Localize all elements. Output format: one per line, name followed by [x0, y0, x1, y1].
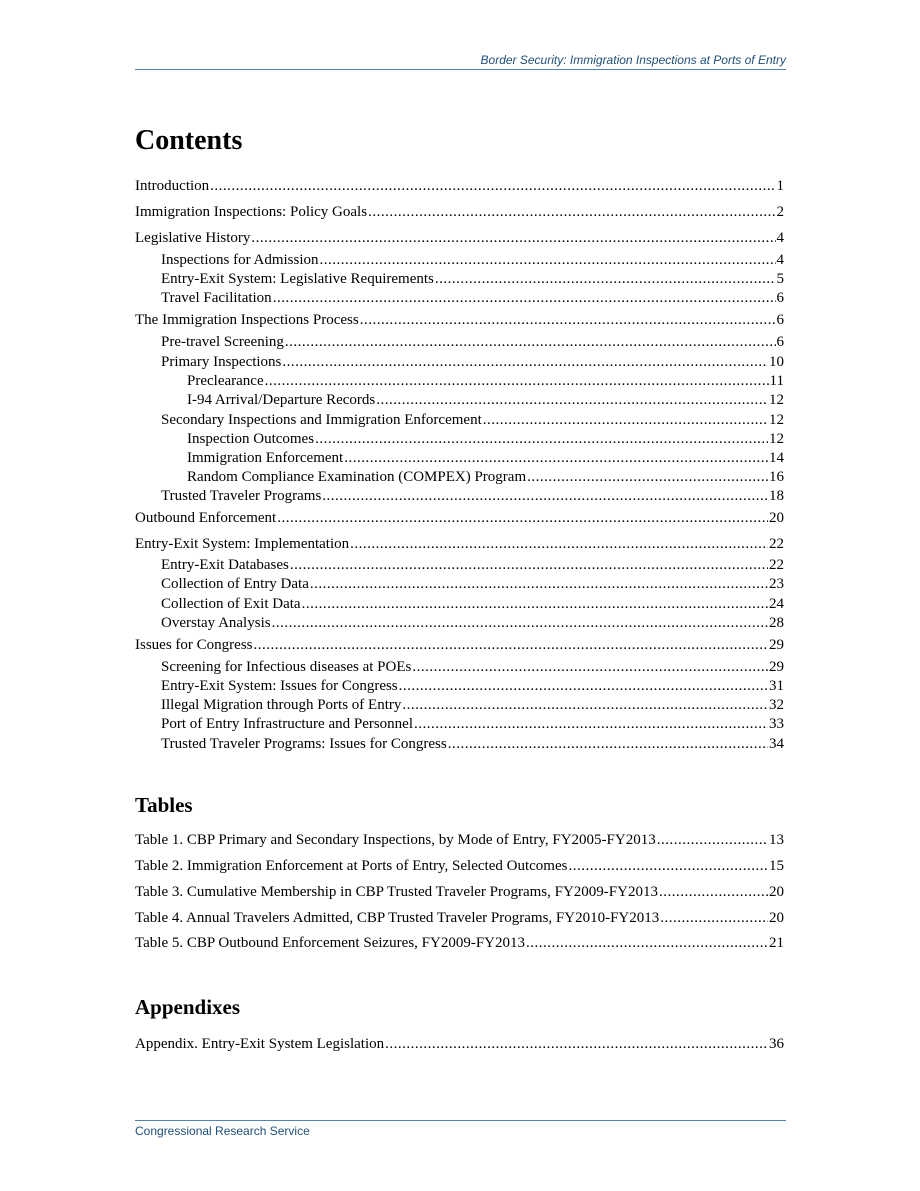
dot-leader	[350, 535, 768, 554]
dot-leader	[277, 509, 768, 528]
toc-entry-entry-exit-databases[interactable]	[161, 556, 784, 575]
toc-entry-page: 15	[769, 858, 784, 874]
toc-entry-title: Illegal Migration through Ports of Entry	[161, 697, 402, 713]
dot-leader	[344, 449, 768, 468]
toc-entry-page: 6	[776, 334, 784, 350]
toc-entry-page: 6	[776, 290, 784, 306]
toc-entry-page: 24	[769, 596, 784, 612]
toc-entry-page: 20	[769, 910, 784, 926]
toc-entry-inspections-for-admission[interactable]	[161, 251, 784, 270]
header-rule	[135, 69, 786, 70]
toc-entry-title: Random Compliance Examination (COMPEX) Program	[187, 469, 527, 485]
dot-leader	[402, 696, 768, 715]
toc-entry-title: Entry-Exit System: Legislative Requirements	[161, 271, 434, 287]
dot-leader	[526, 934, 768, 953]
dot-leader	[527, 468, 768, 487]
toc-entry-title: Preclearance	[187, 373, 264, 389]
toc-entry-pre-travel-screening[interactable]	[161, 333, 784, 352]
toc-entry-entry-data[interactable]	[161, 575, 784, 594]
toc-entry-title: Immigration Inspections: Policy Goals	[135, 204, 368, 220]
dot-leader	[568, 857, 768, 876]
toc-entry-title: Screening for Infectious diseases at POEs	[161, 659, 412, 675]
dot-leader	[282, 353, 768, 372]
toc-entry-page: 29	[769, 659, 784, 675]
toc-entry-title: Issues for Congress	[135, 637, 253, 653]
toc-entry-title: The Immigration Inspections Process	[135, 312, 359, 328]
toc-entry-title: I-94 Arrival/Departure Records	[187, 392, 376, 408]
toc-entry-title: Entry-Exit Databases	[161, 557, 289, 573]
dot-leader	[659, 883, 768, 902]
toc-entry-title: Trusted Traveler Programs	[161, 488, 322, 504]
toc-entry-table-3[interactable]	[135, 883, 784, 902]
toc-entry-page: 13	[769, 832, 784, 848]
dot-leader	[290, 556, 768, 575]
toc-entry-title: Immigration Enforcement	[187, 450, 344, 466]
dot-leader	[435, 270, 776, 289]
toc-entry-overstay-analysis[interactable]	[161, 614, 784, 633]
toc-entry-page: 34	[769, 736, 784, 752]
dot-leader	[322, 487, 768, 506]
toc-entry-inspections-process[interactable]	[135, 311, 784, 330]
toc-entry-title: Pre-travel Screening	[161, 334, 284, 350]
dot-leader	[483, 411, 768, 430]
toc-entry-title: Table 4. Annual Travelers Admitted, CBP Trusted Traveler Programs, FY2010-FY2013	[135, 910, 660, 926]
toc-entry-page: 33	[769, 716, 784, 732]
dot-leader	[660, 909, 768, 928]
toc-entry-secondary-inspections[interactable]	[161, 411, 784, 430]
toc-entry-page: 21	[769, 935, 784, 951]
toc-entry-page: 16	[769, 469, 784, 485]
toc-entry-i94-records[interactable]	[187, 391, 784, 410]
toc-entry-legislative-history[interactable]	[135, 229, 784, 248]
toc-entry-title: Primary Inspections	[161, 354, 282, 370]
dot-leader	[385, 1035, 768, 1054]
toc-entry-exit-data[interactable]	[161, 595, 784, 614]
dot-leader	[272, 614, 768, 633]
toc-entry-title: Legislative History	[135, 230, 251, 246]
toc-entry-page: 12	[769, 431, 784, 447]
dot-leader	[273, 289, 776, 308]
dot-leader	[310, 575, 768, 594]
dot-leader	[251, 229, 775, 248]
toc-entry-page: 4	[776, 230, 784, 246]
toc-entry-table-4[interactable]	[135, 909, 784, 928]
dot-leader	[285, 333, 776, 352]
toc-entry-page: 5	[776, 271, 784, 287]
dot-leader	[448, 735, 768, 754]
toc-entry-page: 10	[769, 354, 784, 370]
toc-entry-page: 23	[769, 576, 784, 592]
toc-entry-title: Entry-Exit System: Issues for Congress	[161, 678, 398, 694]
toc-entry-travel-facilitation[interactable]	[161, 289, 784, 308]
toc-entry-page: 1	[776, 178, 784, 194]
contents-heading: Contents	[135, 125, 243, 156]
toc-entry-title: Travel Facilitation	[161, 290, 272, 306]
toc-entry-title: Table 2. Immigration Enforcement at Ports of Entry, Selected Outcomes	[135, 858, 568, 874]
toc-entry-table-5[interactable]	[135, 934, 784, 953]
toc-entry-introduction[interactable]	[135, 177, 784, 196]
toc-entry-page: 12	[769, 392, 784, 408]
toc-entry-table-1[interactable]	[135, 831, 784, 850]
toc-entry-entry-exit-issues[interactable]	[161, 677, 784, 696]
dot-leader	[265, 372, 769, 391]
running-header: Border Security: Immigration Inspections at Ports of Entry	[480, 53, 786, 67]
toc-entry-illegal-migration[interactable]	[161, 696, 784, 715]
toc-entry-table-2[interactable]	[135, 857, 784, 876]
toc-entry-title: Inspections for Admission	[161, 252, 319, 268]
toc-entry-title: Appendix. Entry-Exit System Legislation	[135, 1036, 385, 1052]
dot-leader	[414, 715, 768, 734]
toc-entry-page: 29	[769, 637, 784, 653]
toc-entry-outbound-enforcement[interactable]	[135, 509, 784, 528]
appendixes-heading: Appendixes	[135, 995, 241, 1019]
toc-entry-entry-exit-implementation[interactable]	[135, 535, 784, 554]
toc-entry-page: 22	[769, 557, 784, 573]
toc-entry-page: 36	[769, 1036, 784, 1052]
toc-entry-appendix[interactable]	[135, 1035, 784, 1054]
toc-entry-page: 31	[769, 678, 784, 694]
toc-entry-issues-for-congress[interactable]	[135, 636, 784, 655]
toc-entry-title: Port of Entry Infrastructure and Personnel	[161, 716, 414, 732]
toc-entry-title: Introduction	[135, 178, 210, 194]
toc-entry-page: 18	[769, 488, 784, 504]
toc-entry-title: Inspection Outcomes	[187, 431, 315, 447]
dot-leader	[315, 430, 768, 449]
toc-entry-immigration-enforcement[interactable]	[187, 449, 784, 468]
dot-leader	[254, 636, 769, 655]
toc-entry-title: Table 1. CBP Primary and Secondary Inspections, by Mode of Entry, FY2005-FY2013	[135, 832, 656, 848]
toc-entry-title: Table 3. Cumulative Membership in CBP Trusted Traveler Programs, FY2009-FY2013	[135, 884, 658, 900]
toc-entry-inspection-outcomes[interactable]	[187, 430, 784, 449]
toc-entry-page: 11	[769, 373, 784, 389]
dot-leader	[210, 177, 775, 196]
toc-entry-page: 12	[769, 412, 784, 428]
toc-entry-policy-goals[interactable]	[135, 203, 784, 222]
dot-leader	[320, 251, 776, 270]
toc-entry-page: 4	[776, 252, 784, 268]
dot-leader	[412, 658, 768, 677]
toc-entry-page: 6	[776, 312, 784, 328]
toc-entry-title: Overstay Analysis	[161, 615, 271, 631]
toc-entry-title: Secondary Inspections and Immigration Enforcement	[161, 412, 482, 428]
toc-entry-infectious-diseases[interactable]	[161, 658, 784, 677]
toc-entry-title: Trusted Traveler Programs: Issues for Congress	[161, 736, 447, 752]
toc-entry-title: Table 5. CBP Outbound Enforcement Seizures, FY2009-FY2013	[135, 935, 526, 951]
toc-entry-trusted-traveler-issues[interactable]	[161, 735, 784, 754]
toc-entry-preclearance[interactable]	[187, 372, 784, 391]
toc-entry-title: Entry-Exit System: Implementation	[135, 536, 350, 552]
toc-entry-title: Outbound Enforcement	[135, 510, 277, 526]
toc-entry-page: 20	[769, 510, 784, 526]
dot-leader	[399, 677, 768, 696]
dot-leader	[360, 311, 776, 330]
dot-leader	[302, 595, 768, 614]
toc-entry-page: 32	[769, 697, 784, 713]
tables-heading: Tables	[135, 793, 193, 817]
toc-entry-title: Collection of Entry Data	[161, 576, 309, 592]
dot-leader	[376, 391, 768, 410]
toc-entry-page: 20	[769, 884, 784, 900]
toc-entry-page: 22	[769, 536, 784, 552]
running-footer: Congressional Research Service	[135, 1124, 310, 1138]
toc-entry-page: 14	[769, 450, 784, 466]
toc-entry-page: 28	[769, 615, 784, 631]
toc-entry-primary-inspections[interactable]	[161, 353, 784, 372]
toc-entry-trusted-traveler[interactable]	[161, 487, 784, 506]
toc-entry-title: Collection of Exit Data	[161, 596, 301, 612]
footer-rule	[135, 1120, 786, 1121]
toc-entry-compex-program[interactable]	[187, 468, 784, 487]
dot-leader	[657, 831, 768, 850]
toc-entry-page: 2	[776, 204, 784, 220]
toc-entry-entry-exit-legislative[interactable]	[161, 270, 784, 289]
toc-entry-poe-infrastructure[interactable]	[161, 715, 784, 734]
dot-leader	[368, 203, 775, 222]
